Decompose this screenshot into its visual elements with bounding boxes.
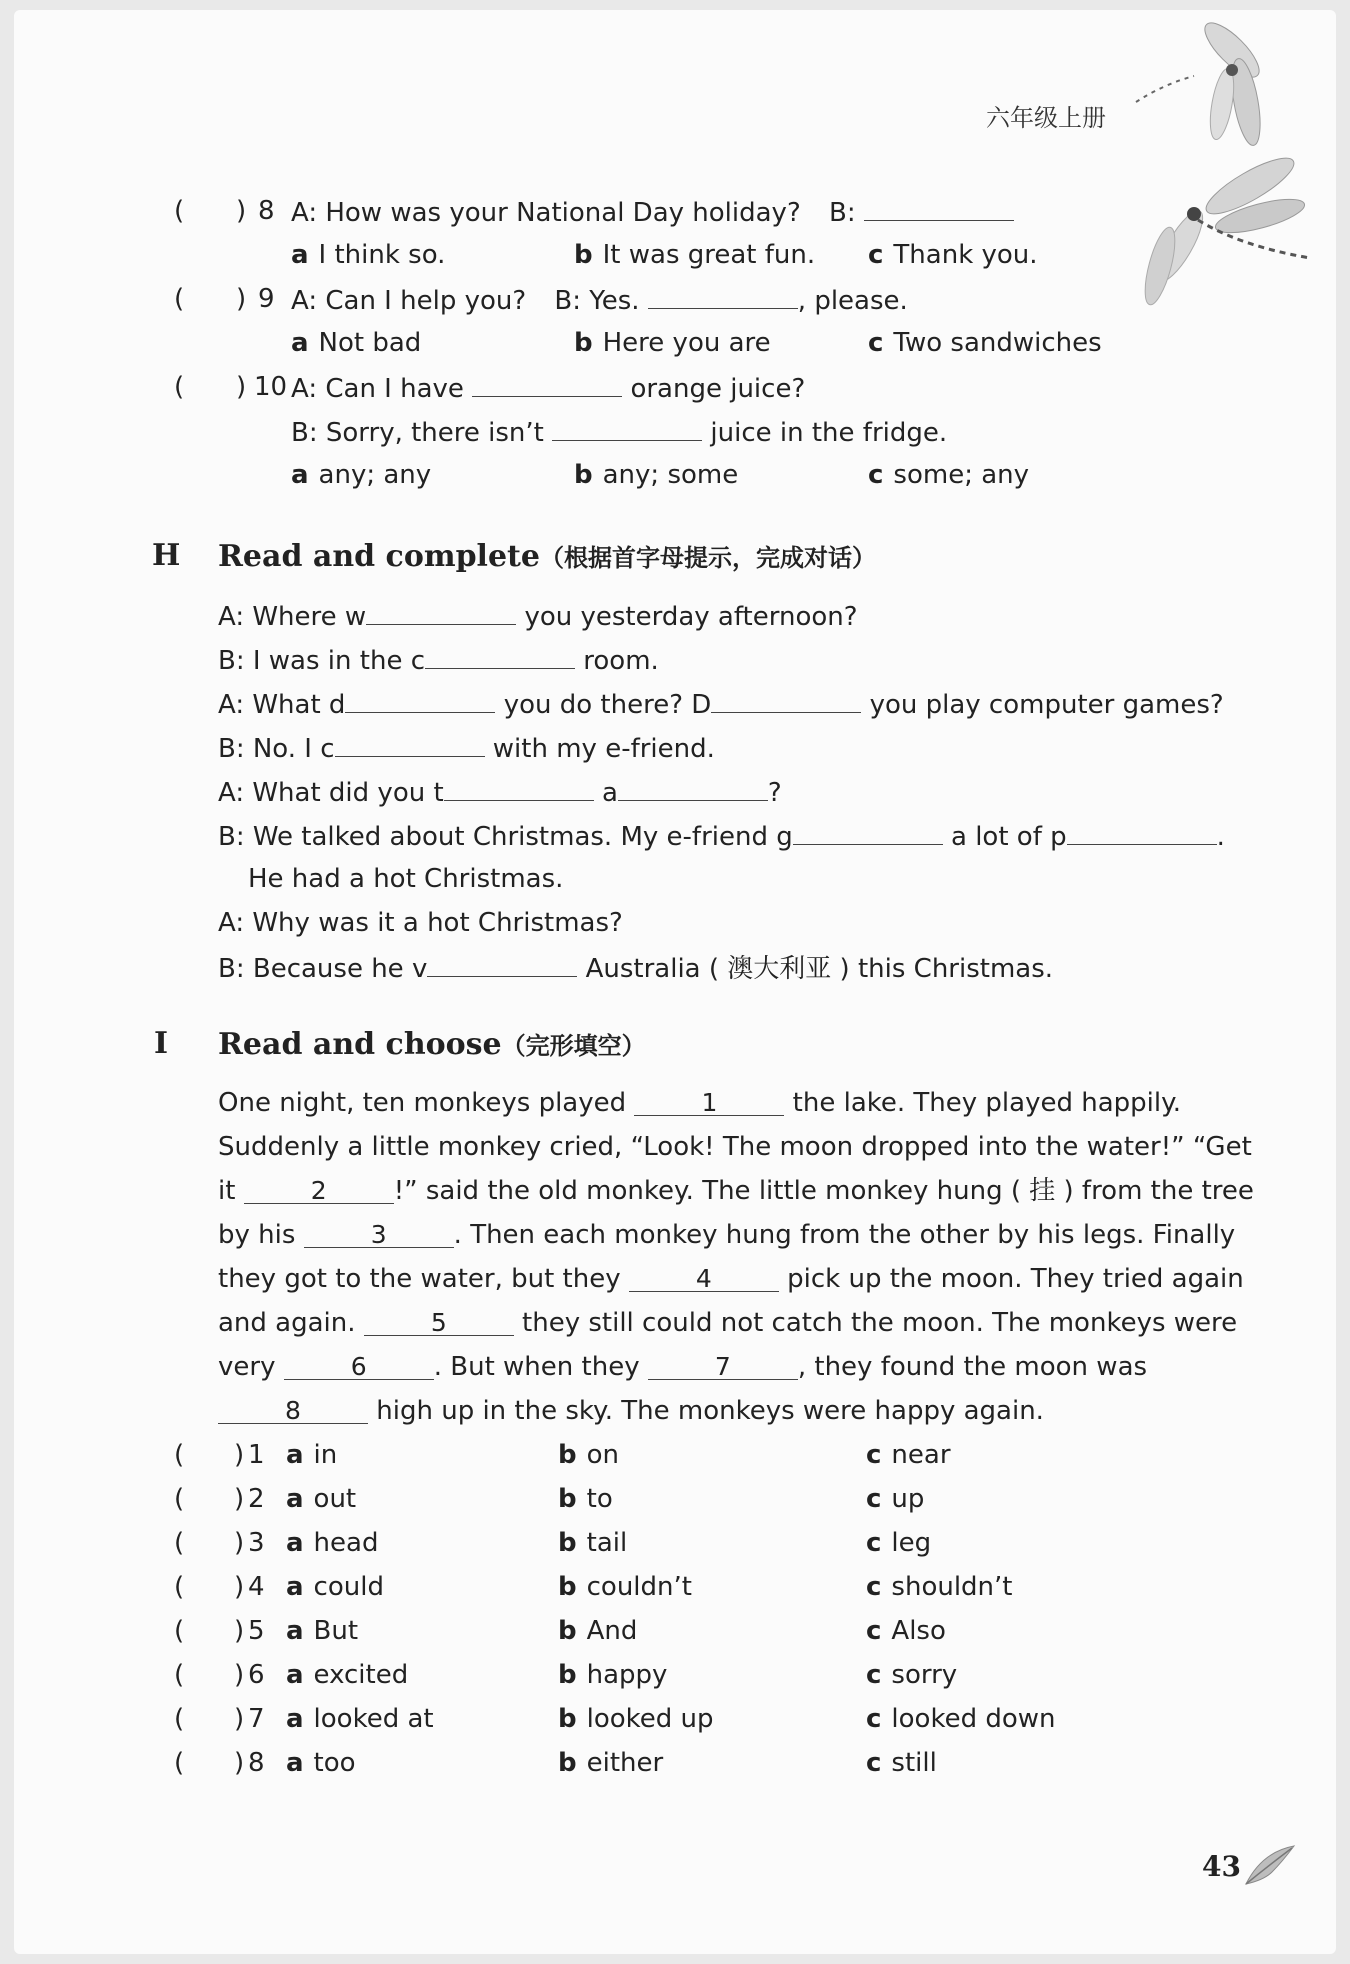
question-number: 2 — [248, 1484, 265, 1514]
q9-option-a[interactable]: a Not bad — [291, 328, 422, 358]
paren-close: ) — [234, 1704, 245, 1734]
blank-were[interactable] — [366, 600, 516, 625]
cloze-question-row — [174, 1572, 1134, 1616]
passage-blank-8[interactable]: 8 — [218, 1399, 368, 1424]
passage-line-6: and again. 5 they still could not catch the moon. The monkeys were — [218, 1308, 1238, 1338]
answer-paren[interactable]: ( — [174, 1572, 185, 1602]
q8-option-c[interactable]: c Thank you. — [868, 240, 1038, 270]
paren-close: ) — [234, 1616, 245, 1646]
q8-paren-close: ) — [236, 196, 247, 226]
q10-paren-open[interactable]: ( — [174, 372, 185, 402]
dialogue-line-1: A: Where w you yesterday afternoon? — [218, 602, 858, 632]
q8-answer-blank[interactable] — [864, 196, 1014, 221]
passage-line-5: they got to the water, but they 4 pick up the moon. They tried again — [218, 1264, 1244, 1294]
option-c[interactable]: c still — [866, 1748, 937, 1778]
option-a[interactable]: a looked at — [286, 1704, 434, 1734]
q9-question: A: Can I help you? B: Yes. , please. — [291, 286, 908, 316]
q8-number: 8 — [258, 196, 275, 226]
blank-did[interactable] — [345, 688, 495, 713]
blank-photos[interactable] — [1067, 820, 1217, 845]
answer-paren[interactable]: ( — [174, 1528, 185, 1558]
paren-close: ) — [234, 1440, 245, 1470]
passage-line-8: 8 high up in the sky. The monkeys were happy again. — [218, 1396, 1044, 1426]
question-number: 8 — [248, 1748, 265, 1778]
passage-blank-5[interactable]: 5 — [364, 1311, 514, 1336]
dialogue-line-8: A: Why was it a hot Christmas? — [218, 908, 623, 938]
question-number: 4 — [248, 1572, 265, 1602]
passage-blank-3[interactable]: 3 — [304, 1223, 454, 1248]
option-c[interactable]: c Also — [866, 1616, 946, 1646]
paren-close: ) — [234, 1748, 245, 1778]
q10-option-b[interactable]: b any; some — [574, 460, 739, 490]
workbook-page — [14, 10, 1336, 1954]
blank-gave[interactable] — [793, 820, 943, 845]
question-number: 3 — [248, 1528, 265, 1558]
passage-line-4: by his 3 . Then each monkey hung from the other by his legs. Finally — [218, 1220, 1236, 1250]
option-c[interactable]: c sorry — [866, 1660, 958, 1690]
option-a[interactable]: a But — [286, 1616, 359, 1646]
q10-blank-1[interactable] — [472, 372, 622, 397]
q8-paren-open[interactable]: ( — [174, 196, 185, 226]
option-a[interactable]: a too — [286, 1748, 356, 1778]
q8-question: A: How was your National Day holiday? B: — [291, 196, 1014, 228]
q9-paren-close: ) — [236, 284, 247, 314]
option-a[interactable]: a excited — [286, 1660, 409, 1690]
question-number: 7 — [248, 1704, 265, 1734]
q10-blank-2[interactable] — [552, 416, 702, 441]
cloze-question-row — [174, 1704, 1134, 1748]
cloze-question-list — [174, 1440, 1134, 1792]
paren-close: ) — [234, 1484, 245, 1514]
blank-computer[interactable] — [425, 644, 575, 669]
question-number: 1 — [248, 1440, 265, 1470]
q10-option-c[interactable]: c some; any — [868, 460, 1030, 490]
section-h-title: Read and complete — [218, 539, 540, 574]
dragonfly-icon — [1120, 146, 1320, 306]
passage-line-7: very 6 . But when they 7 , they found the moon was — [218, 1352, 1148, 1382]
q9-option-c[interactable]: c Two sandwiches — [868, 328, 1102, 358]
question-number: 5 — [248, 1616, 265, 1646]
dialogue-line-5: A: What did you t a ? — [218, 778, 782, 808]
passage-line-3: it 2 !” said the old monkey. The little monkey hung ( 挂 ) from the tree — [218, 1176, 1254, 1206]
answer-paren[interactable]: ( — [174, 1704, 185, 1734]
option-c[interactable]: c looked down — [866, 1704, 1056, 1734]
grade-header: 六年级上册 — [986, 104, 1106, 132]
option-b[interactable]: b either — [558, 1748, 664, 1778]
q10-option-a[interactable]: a any; any — [291, 460, 432, 490]
answer-paren[interactable]: ( — [174, 1748, 185, 1778]
dialogue-line-3: A: What d you do there? D you play computer games? — [218, 690, 1224, 720]
passage-blank-6[interactable]: 6 — [284, 1355, 434, 1380]
paren-close: ) — [234, 1660, 245, 1690]
section-h-letter: H — [152, 538, 181, 573]
cloze-question-row — [174, 1660, 1134, 1704]
option-a[interactable]: a head — [286, 1528, 379, 1558]
section-h-subtitle: （根据首字母提示，完成对话） — [539, 544, 876, 572]
option-b[interactable]: b looked up — [558, 1704, 714, 1734]
cloze-question-row — [174, 1616, 1134, 1660]
option-b[interactable]: b happy — [558, 1660, 668, 1690]
blank-about[interactable] — [618, 776, 768, 801]
blank-visited[interactable] — [427, 952, 577, 977]
cloze-question-row — [174, 1484, 1134, 1528]
option-a[interactable]: a in — [286, 1440, 338, 1470]
dialogue-line-7: He had a hot Christmas. — [248, 864, 564, 894]
q9-number: 9 — [258, 284, 275, 314]
passage-blank-2[interactable]: 2 — [244, 1179, 394, 1204]
page-number: 43 — [1202, 1850, 1241, 1883]
cloze-question-row — [174, 1748, 1134, 1792]
option-a[interactable]: a out — [286, 1484, 357, 1514]
option-b[interactable]: b on — [558, 1440, 620, 1470]
q10-line1: A: Can I have orange juice? — [291, 374, 806, 404]
paren-close: ) — [234, 1572, 245, 1602]
option-b[interactable]: b tail — [558, 1528, 628, 1558]
q10-line2: B: Sorry, there isn’t juice in the fridge. — [291, 418, 948, 448]
answer-paren[interactable]: ( — [174, 1616, 185, 1646]
cloze-question-row — [174, 1528, 1134, 1572]
option-b[interactable]: b And — [558, 1616, 638, 1646]
section-h-heading — [218, 538, 876, 574]
option-c[interactable]: c shouldn’t — [866, 1572, 1013, 1602]
dialogue-line-4: B: No. I c with my e-friend. — [218, 734, 715, 764]
question-number: 6 — [248, 1660, 265, 1690]
paren-close: ) — [234, 1528, 245, 1558]
q9-answer-blank[interactable] — [648, 284, 798, 309]
answer-paren[interactable]: ( — [174, 1660, 185, 1690]
option-a[interactable]: a could — [286, 1572, 384, 1602]
passage-blank-7[interactable]: 7 — [648, 1355, 798, 1380]
option-b[interactable]: b to — [558, 1484, 613, 1514]
passage-line-1: One night, ten monkeys played 1 the lake. They played happily. — [218, 1088, 1182, 1118]
blank-chatted[interactable] — [335, 732, 485, 757]
section-i-subtitle: （完形填空） — [501, 1032, 646, 1060]
answer-paren[interactable]: ( — [174, 1440, 185, 1470]
option-c[interactable]: c up — [866, 1484, 925, 1514]
dialogue-line-2: B: I was in the c room. — [218, 646, 659, 676]
option-c[interactable]: c leg — [866, 1528, 932, 1558]
q8-option-b[interactable]: b It was great fun. — [574, 240, 816, 270]
passage-line-2: Suddenly a little monkey cried, “Look! The moon dropped into the water!” “Get — [218, 1132, 1252, 1162]
blank-did-2[interactable] — [711, 688, 861, 713]
leaf-icon — [1242, 1842, 1298, 1888]
section-i-heading — [218, 1026, 646, 1062]
q10-paren-close: ) — [236, 372, 247, 402]
dialogue-line-6: B: We talked about Christmas. My e-friend g a lot of p . — [218, 822, 1225, 852]
blank-talk[interactable] — [444, 776, 594, 801]
option-b[interactable]: b couldn’t — [558, 1572, 692, 1602]
q9-option-b[interactable]: b Here you are — [574, 328, 771, 358]
q10-number: 10 — [254, 372, 288, 402]
passage-blank-4[interactable]: 4 — [629, 1267, 779, 1292]
q8-option-a[interactable]: a I think so. — [291, 240, 446, 270]
dialogue-line-9: B: Because he v Australia ( 澳大利亚 ) this Christmas. — [218, 954, 1054, 984]
section-i-letter: I — [154, 1026, 169, 1061]
section-i-title: Read and choose — [218, 1027, 502, 1062]
cloze-question-row — [174, 1440, 1134, 1484]
option-c[interactable]: c near — [866, 1440, 951, 1470]
answer-paren[interactable]: ( — [174, 1484, 185, 1514]
passage-blank-1[interactable]: 1 — [634, 1091, 784, 1116]
dragonfly-icon — [1134, 14, 1274, 164]
q9-paren-open[interactable]: ( — [174, 284, 185, 314]
